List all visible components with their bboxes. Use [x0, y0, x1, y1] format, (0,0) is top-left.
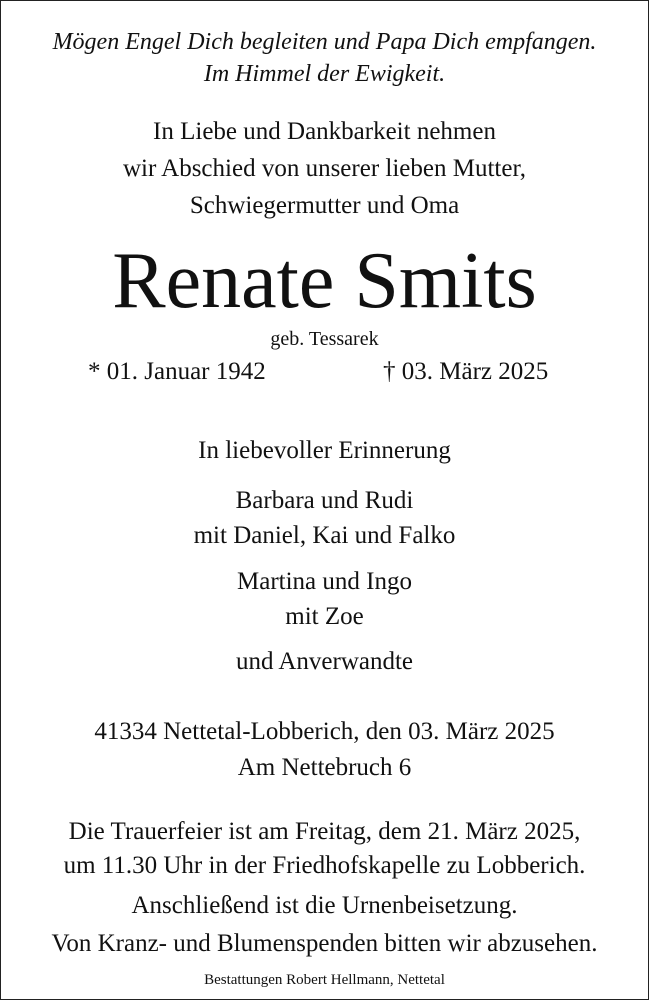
mourners-group-2-line-2: mit Zoe	[285, 603, 364, 630]
service-line-4: Von Kranz- und Blumenspenden bitten wir abzusehen.	[51, 930, 598, 957]
mourners-group-1-line-2: mit Daniel, Kai und Falko	[193, 522, 456, 549]
undertaker-credit: Bestattungen Robert Hellmann, Nettetal	[204, 972, 445, 988]
maiden-name: geb. Tessarek	[270, 328, 379, 350]
address-line-1: 41334 Nettetal-Lobberich, den 03. März 2025	[94, 718, 555, 745]
service-line-2: um 11.30 Uhr in der Friedhofskapelle zu Lobberich.	[63, 852, 586, 879]
mourners-others: und Anverwandte	[235, 648, 414, 675]
service-line-3: Anschließend ist die Urnenbeisetzung.	[131, 892, 518, 919]
service-line-1: Die Trauerfeier ist am Freitag, dem 21. März 2025,	[68, 818, 581, 845]
intro-line-2: wir Abschied von unserer lieben Mutter,	[122, 155, 527, 182]
cross-icon: †	[383, 358, 396, 385]
motto-line-2: Im Himmel der Ewigkeit.	[203, 61, 446, 87]
mourners-group-1-line-1: Barbara und Rudi	[235, 487, 414, 514]
death-date-group	[383, 358, 548, 386]
birth-date: * 01. Januar 1942	[88, 358, 266, 385]
mourners-heading: In liebevoller Erinnerung	[198, 437, 451, 464]
intro-line-1: In Liebe und Dankbarkeit nehmen	[153, 118, 496, 145]
deceased-name: Renate Smits	[112, 237, 537, 325]
life-dates	[0, 358, 649, 390]
address-line-2: Am Nettebruch 6	[237, 754, 412, 781]
intro-line-3: Schwiegermutter und Oma	[189, 192, 460, 219]
motto-line-1: Mögen Engel Dich begleiten und Papa Dich empfangen.	[52, 29, 597, 55]
death-date: 03. März 2025	[401, 358, 549, 385]
mourners-group-2-line-1: Martina und Ingo	[237, 568, 412, 595]
